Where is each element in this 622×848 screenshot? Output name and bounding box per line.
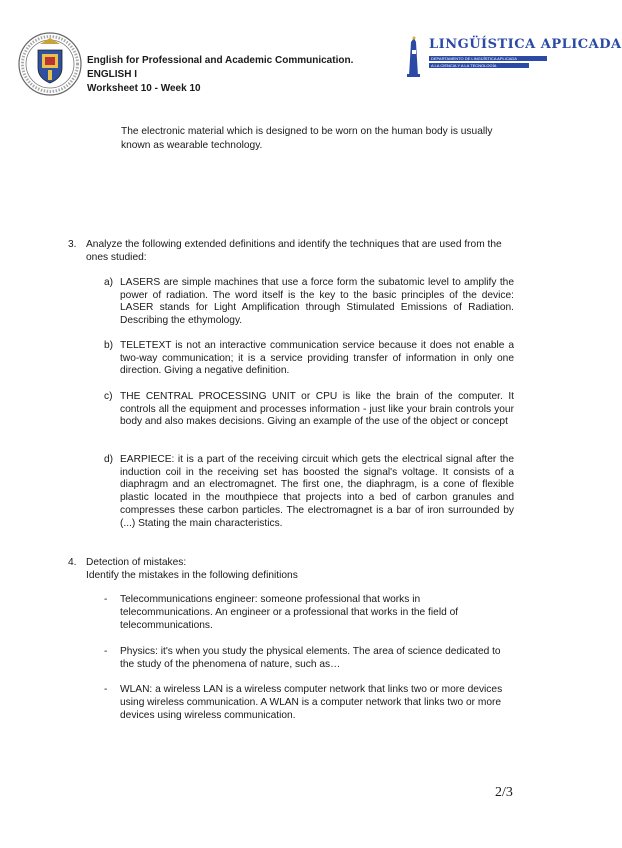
course-level: ENGLISH I xyxy=(87,69,138,80)
item-text: WLAN: a wireless LAN is a wireless computer network that links two or more devices using wireless communication. A WLAN is a computer network that links two or more devices using wireless communication. xyxy=(120,684,503,721)
list-item xyxy=(104,391,514,429)
logo-title: LINGÜÍSTICA APLICADA xyxy=(429,37,622,52)
list-item xyxy=(104,277,514,328)
item-text: Telecommunications engineer: someone professional that works in telecommunications. An engineer or a professional that works in the field of telecommunications. xyxy=(120,594,459,631)
item-text: TELETEXT is not an interactive communication service because it does not enable a two-way communication; it is a service providing transfer of information in only one direction. Giving a negative definition. xyxy=(120,340,514,377)
list-item xyxy=(104,593,514,632)
item-label: a) xyxy=(104,277,114,288)
item-text: LASERS are simple machines that use a force form the subatomic level to amplify the power of radiation. The word itself is the key to the basic principles of the device: LASER stands for Light Amplification through Stimulated Emissions of Radiation. Describing the ethymology. xyxy=(120,277,514,327)
worksheet-label: Worksheet 10 - Week 10 xyxy=(87,83,201,94)
question-number: 3. xyxy=(68,239,77,250)
bullet-dash: - xyxy=(104,684,108,695)
logo-subtitle-bar-2: A LA CIENCIA Y A LA TECNOLOGÍA xyxy=(429,63,529,68)
course-title: English for Professional and Academic Communication. xyxy=(87,55,354,66)
item-label: b) xyxy=(104,340,114,351)
item-text: THE CENTRAL PROCESSING UNIT or CPU is like the brain of the computer. It controls all the equipment and processes information - just like your brain controls your body and also makes decisions. Giving an example of the use of the object or concept xyxy=(120,391,514,428)
item-text: EARPIECE: it is a part of the receiving circuit which gets the electrical signal after the induction coil in the receiving set has boosted the signal's voltage. It consists of a diaphragm and an electromagnet. The first one, the diaphragm, is a cone of flexible plastic located in the mouthpiece that projects into a bed of carbon granules and compresses these carbon particles. The electromagnet is a bar of iron surrounded by (...) Stating the main characteristics. xyxy=(120,454,514,529)
item-label: c) xyxy=(104,391,113,402)
bullet-dash: - xyxy=(104,646,108,657)
question-text: Analyze the following extended definitions and identify the techniques that are used from the ones studied: xyxy=(86,239,502,263)
question-number: 4. xyxy=(68,557,77,568)
list-item xyxy=(104,683,514,722)
question-3 xyxy=(68,238,511,264)
list-item xyxy=(104,454,514,530)
page-number: 2/3 xyxy=(495,785,513,800)
item-text: Physics: it's when you study the physical elements. The area of science dedicated to the study of the phenomena of nature, such as… xyxy=(120,646,501,670)
intro-paragraph: The electronic material which is designed to be worn on the human body is usually known as wearable technology. xyxy=(121,126,493,151)
item-label: d) xyxy=(104,454,114,465)
linguistica-aplicada-logo xyxy=(403,36,622,78)
list-item xyxy=(104,340,514,378)
question-subtitle: Identify the mistakes in the following definitions xyxy=(86,570,298,581)
university-seal-logo xyxy=(18,28,82,100)
question-title: Detection of mistakes: xyxy=(86,557,187,568)
bullet-dash: - xyxy=(104,594,108,605)
document-header xyxy=(87,54,353,96)
logo-subtitle-bar-1: DEPARTAMENTO DE LINGÜÍSTICA APLICADA xyxy=(429,56,547,61)
question-4 xyxy=(68,556,511,582)
list-item xyxy=(104,645,514,671)
